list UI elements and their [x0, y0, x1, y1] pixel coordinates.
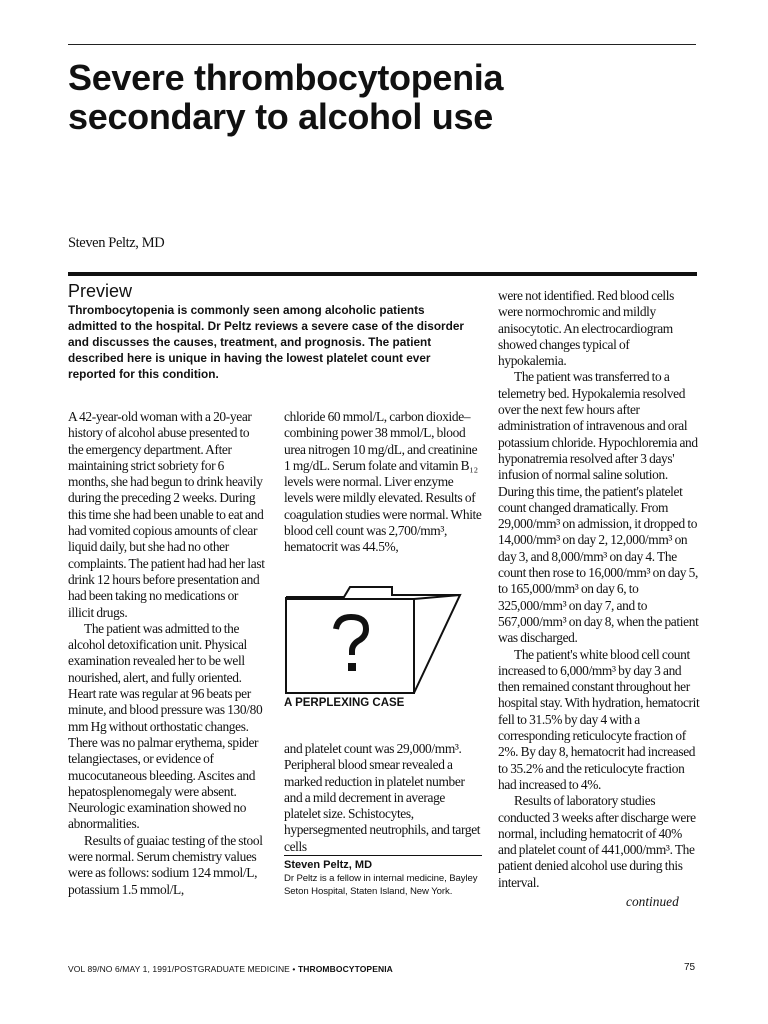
paragraph: The patient's white blood cell count increased to 6,000/mm³ by day 3 and then remained constant throughout her hospital stay. With hydration, hematocrit fell to 31.5% by day 4 with a corresponding reticulocyte fraction of 2%. By day 8, hematocrit had increased to 35.2% and the reticulocyte fraction had increased to 4%. [498, 646, 700, 792]
top-rule [68, 44, 696, 45]
body-column-1 [68, 409, 266, 898]
title-line-1: Severe thrombocytopenia [68, 57, 504, 98]
paragraph: A 42-year-old woman with a 20-year history of alcohol abuse presented to the emergency department. After maintaining strict sobriety for 6 months, she had begun to drink heavily during the preceding 2 weeks. During this time she had been unable to eat and had vomited copious amounts of clear liquid daily, but she had no other complaints. The patient had had her last drink 12 hours before presentation and had been taking no medications or illicit drugs. [68, 409, 265, 620]
figure-caption: A PERPLEXING CASE [284, 697, 405, 709]
page-number: 75 [684, 962, 696, 973]
body-column-2-bottom [284, 741, 482, 855]
paragraph: The patient was transferred to a telemetry bed. Hypokalemia resolved over the next few hours after administration of intravenous and oral potassium chloride. Hypochloremia and hyponatremia resolved after 3 days' infusion of normal saline solution. During this time, the patient's platelet count changed dramatically. From 29,000/mm³ on admission, it dropped to 14,000/mm³ on day 2, 12,000/mm³ on day 3, and 8,000/mm³ on day 4. The count then rose to 16,000/mm³ on day 5, to 165,000/mm³ on day 6, to 325,000/mm³ on day 7, and to 567,000/mm³ on day 8, when the patient was discharged. [498, 369, 699, 646]
footer-citation: VOL 89/NO 6/MAY 1, 1991/POSTGRADUATE MEDICINE • [68, 964, 298, 974]
continued-label: continued [626, 894, 679, 909]
preview-heading: Preview [68, 281, 133, 301]
folder-question-icon [284, 585, 464, 697]
paragraph: and platelet count was 29,000/mm³. Peripheral blood smear revealed a marked reduction in platelet number and a mild decrement in average platelet size. Schistocytes, hypersegmented neutrophils, and target cells [284, 741, 481, 854]
body-column-3 [498, 288, 700, 891]
paragraph: were not identified. Red blood cells were normochromic and mildly anisocytotic. An electrocardiogram showed changes typical of hypokalemia. [498, 288, 675, 369]
footer-running-title: THROMBOCYTOPENIA [297, 964, 393, 974]
paragraph: The patient was admitted to the alcohol detoxification unit. Physical examination revealed her to be well nourished, alert, and fully oriented. Heart rate was regular at 96 beats per minute, and blood pressure was 130/80 mm Hg without orthostatic changes. There was no palmar erythema, spider telangiectases, or evidence of mucocutaneous bleeding. Ascites and hepatosplenomegaly were absent. Neurologic examination showed no abnormalities. [68, 620, 263, 832]
bio-name: Steven Peltz, MD [284, 859, 373, 871]
section-rule [68, 272, 697, 276]
body-column-2-top [284, 409, 482, 556]
article-title [68, 58, 708, 136]
page-footer [68, 964, 393, 974]
preview-text: Thrombocytopenia is commonly seen among alcoholic patients admitted to the hospital. Dr Peltz reviews a severe case of the disorder and discusses the causes, treatment, and prognosis. The patient described here is unique in having the lowest platelet count ever reported for this condition. [68, 303, 464, 381]
title-line-2: secondary to alcohol use [68, 96, 493, 137]
paragraph: chloride 60 mmol/L, carbon dioxide–combining power 38 mmol/L, blood urea nitrogen 10 mg/dL, and creatinine 1 mg/dL. Serum folate and vitamin B₁₂ levels were normal. Liver enzyme levels were mildly elevated. Results of coagulation studies were normal. White blood cell count was 2,700/mm³, hematocrit was 44.5%, [284, 409, 482, 555]
paragraph: Results of guaiac testing of the stool were normal. Serum chemistry values were as follows: sodium 124 mmol/L, potassium 1.5 mmol/L, [68, 832, 263, 897]
paragraph: Results of laboratory studies conducted 3 weeks after discharge were normal, including hematocrit of 40% and platelet count of 441,000/mm³. The patient denied alcohol use during this interval. [498, 793, 696, 890]
bio-rule [284, 855, 482, 856]
bio-text: Dr Peltz is a fellow in internal medicine, Bayley Seton Hospital, Staten Island, New York. [284, 873, 478, 897]
author-byline: Steven Peltz, MD [68, 235, 165, 251]
